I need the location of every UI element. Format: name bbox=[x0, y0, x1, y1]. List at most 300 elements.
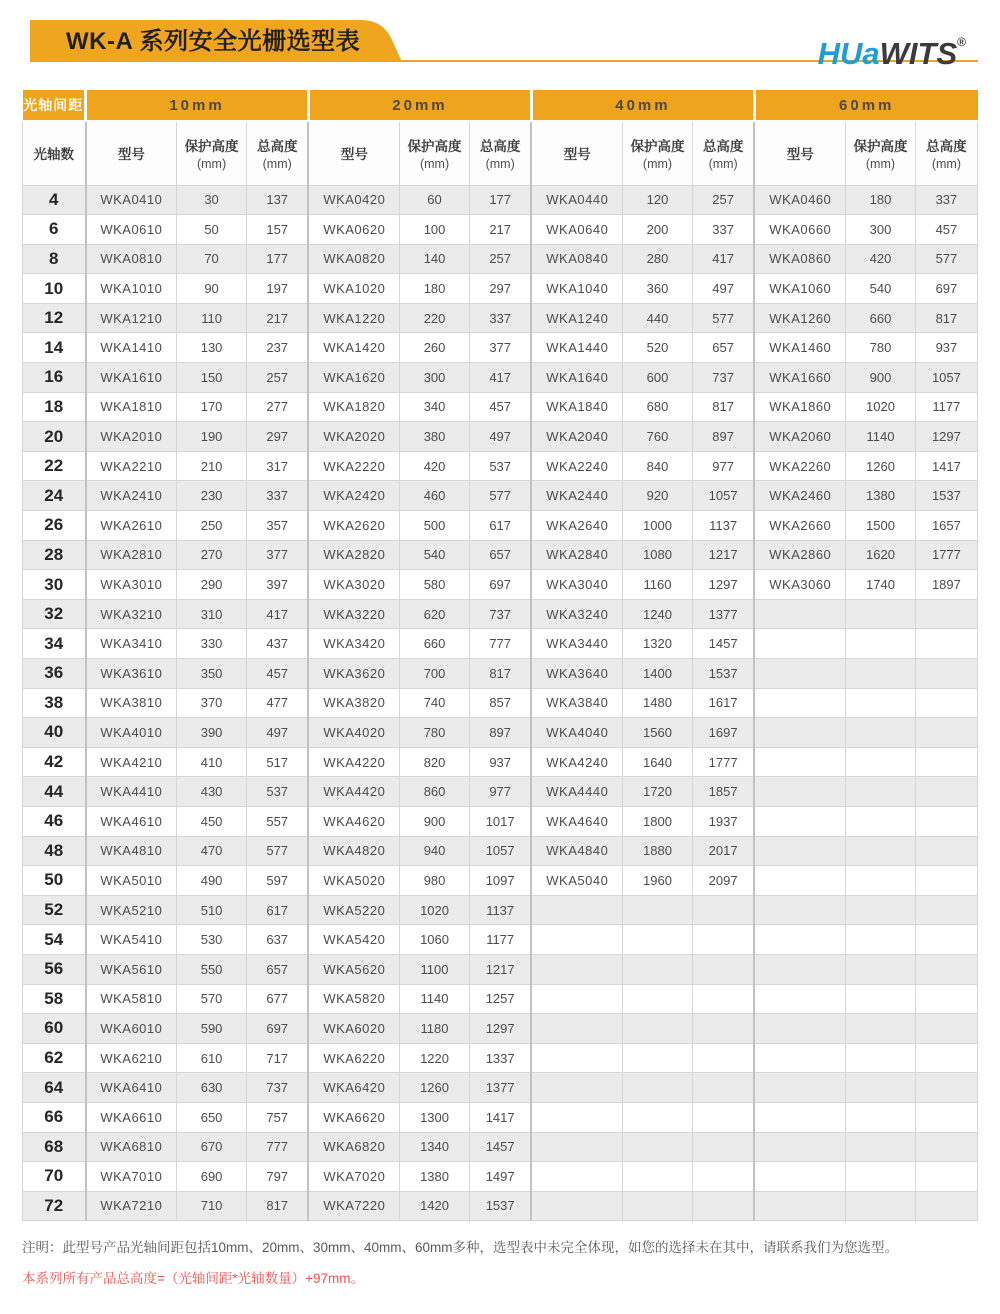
protect-height-cell: 680 bbox=[623, 392, 693, 422]
total-height-cell: 317 bbox=[246, 451, 308, 481]
model-cell bbox=[754, 1191, 845, 1221]
model-cell: WKA4220 bbox=[308, 747, 399, 777]
protect-height-cell: 370 bbox=[177, 688, 247, 718]
axes-count-cell: 64 bbox=[23, 1073, 86, 1103]
protect-height-cell bbox=[623, 895, 693, 925]
table-row bbox=[23, 1043, 978, 1073]
total-height-cell: 337 bbox=[246, 481, 308, 511]
model-cell: WKA5010 bbox=[86, 866, 177, 896]
model-cell: WKA0840 bbox=[531, 244, 622, 274]
model-cell bbox=[754, 1073, 845, 1103]
footnotes bbox=[22, 1238, 978, 1289]
title-banner bbox=[30, 20, 424, 62]
total-height-cell: 2097 bbox=[692, 866, 754, 896]
model-cell: WKA2060 bbox=[754, 422, 845, 452]
total-height-cell: 417 bbox=[692, 244, 754, 274]
total-height-cell bbox=[692, 925, 754, 955]
protect-height-cell: 540 bbox=[846, 274, 916, 304]
total-height-cell: 657 bbox=[246, 954, 308, 984]
total-height-cell: 497 bbox=[692, 274, 754, 304]
total-height-cell: 297 bbox=[469, 274, 531, 304]
total-height-cell: 817 bbox=[692, 392, 754, 422]
table-row bbox=[23, 747, 978, 777]
protect-height-cell: 530 bbox=[177, 925, 247, 955]
total-height-cell: 457 bbox=[246, 659, 308, 689]
total-height-cell bbox=[915, 1132, 977, 1162]
logo-text-dark: WITS bbox=[879, 36, 958, 71]
total-height-cell: 1297 bbox=[915, 422, 977, 452]
protect-height-cell bbox=[623, 1162, 693, 1192]
total-height-cell: 1217 bbox=[692, 540, 754, 570]
model-cell: WKA6420 bbox=[308, 1073, 399, 1103]
model-cell: WKA1620 bbox=[308, 363, 399, 393]
model-cell: WKA1220 bbox=[308, 303, 399, 333]
total-height-cell: 497 bbox=[469, 422, 531, 452]
protect-height-cell: 270 bbox=[177, 540, 247, 570]
total-height-cell: 1217 bbox=[469, 954, 531, 984]
total-height-cell bbox=[915, 925, 977, 955]
model-cell: WKA2420 bbox=[308, 481, 399, 511]
total-height-cell: 717 bbox=[246, 1043, 308, 1073]
protect-height-cell: 390 bbox=[177, 718, 247, 748]
protect-height-cell: 210 bbox=[177, 451, 247, 481]
model-cell bbox=[754, 659, 845, 689]
model-cell: WKA2240 bbox=[531, 451, 622, 481]
total-height-cell: 577 bbox=[469, 481, 531, 511]
protect-height-cell bbox=[846, 1073, 916, 1103]
total-height-cell bbox=[692, 1191, 754, 1221]
protect-height-cell: 920 bbox=[623, 481, 693, 511]
axes-count-cell: 70 bbox=[23, 1162, 86, 1192]
table-row bbox=[23, 274, 978, 304]
protect-height-cell: 490 bbox=[177, 866, 247, 896]
model-cell: WKA5420 bbox=[308, 925, 399, 955]
model-cell: WKA2810 bbox=[86, 540, 177, 570]
protect-height-cell: 1260 bbox=[846, 451, 916, 481]
protect-height-cell: 110 bbox=[177, 303, 247, 333]
total-height-cell: 1297 bbox=[692, 570, 754, 600]
total-height-cell: 657 bbox=[692, 333, 754, 363]
total-height-cell: 1537 bbox=[469, 1191, 531, 1221]
unit-label: (mm) bbox=[931, 157, 961, 172]
total-height-cell: 777 bbox=[469, 629, 531, 659]
total-height-cell bbox=[915, 599, 977, 629]
protect-height-label: 保护高度 bbox=[853, 139, 908, 155]
protect-height-cell bbox=[846, 747, 916, 777]
protect-height-cell bbox=[846, 688, 916, 718]
protect-height-cell bbox=[846, 1043, 916, 1073]
total-height-cell: 1337 bbox=[469, 1043, 531, 1073]
model-cell: WKA1210 bbox=[86, 303, 177, 333]
table-row bbox=[23, 984, 978, 1014]
model-cell: WKA0810 bbox=[86, 244, 177, 274]
model-cell: WKA2260 bbox=[754, 451, 845, 481]
axes-count-cell: 48 bbox=[23, 836, 86, 866]
total-height-cell: 1457 bbox=[692, 629, 754, 659]
table-row bbox=[23, 599, 978, 629]
model-cell: WKA3440 bbox=[531, 629, 622, 659]
protect-height-cell: 1620 bbox=[846, 540, 916, 570]
model-cell: WKA0440 bbox=[531, 185, 622, 215]
protect-height-cell: 700 bbox=[400, 659, 470, 689]
protect-height-cell: 190 bbox=[177, 422, 247, 452]
pitch-header-10mm: 10mm bbox=[86, 90, 309, 121]
model-cell: WKA3640 bbox=[531, 659, 622, 689]
model-cell: WKA0460 bbox=[754, 185, 845, 215]
total-height-cell: 257 bbox=[469, 244, 531, 274]
total-height-cell: 1417 bbox=[915, 451, 977, 481]
protect-height-cell bbox=[623, 1191, 693, 1221]
axes-count-cell: 8 bbox=[23, 244, 86, 274]
total-height-cell bbox=[915, 1014, 977, 1044]
protect-height-cell: 380 bbox=[400, 422, 470, 452]
page-header bbox=[0, 0, 1000, 88]
protect-height-cell: 1480 bbox=[623, 688, 693, 718]
total-height-cell: 557 bbox=[246, 806, 308, 836]
unit-label: (mm) bbox=[865, 157, 896, 172]
total-height-cell: 1057 bbox=[469, 836, 531, 866]
total-height-cell: 817 bbox=[915, 303, 977, 333]
protect-height-cell: 1400 bbox=[623, 659, 693, 689]
protect-height-cell bbox=[846, 1014, 916, 1044]
page-title: WK-A 系列安全光栅选型表 bbox=[66, 28, 361, 55]
table-row bbox=[23, 451, 978, 481]
model-cell: WKA5610 bbox=[86, 954, 177, 984]
model-cell: WKA3040 bbox=[531, 570, 622, 600]
protect-height-label: 保护高度 bbox=[407, 139, 462, 155]
total-height-cell: 1497 bbox=[469, 1162, 531, 1192]
table-row bbox=[23, 659, 978, 689]
protect-height-cell: 140 bbox=[400, 244, 470, 274]
model-cell: WKA3240 bbox=[531, 599, 622, 629]
table-row bbox=[23, 1014, 978, 1044]
total-height-cell: 1177 bbox=[469, 925, 531, 955]
protect-height-cell: 440 bbox=[623, 303, 693, 333]
total-height-cell: 677 bbox=[246, 984, 308, 1014]
axes-count-cell: 72 bbox=[23, 1191, 86, 1221]
model-cell: WKA4020 bbox=[308, 718, 399, 748]
protect-height-cell: 60 bbox=[400, 185, 470, 215]
total-height-cell: 1057 bbox=[915, 363, 977, 393]
model-cell: WKA4410 bbox=[86, 777, 177, 807]
model-cell: WKA1460 bbox=[754, 333, 845, 363]
model-cell: WKA2640 bbox=[531, 511, 622, 541]
protect-height-cell: 180 bbox=[846, 185, 916, 215]
total-height-cell bbox=[915, 629, 977, 659]
protect-height-cell: 1380 bbox=[846, 481, 916, 511]
protect-height-header bbox=[623, 121, 693, 185]
model-cell: WKA4010 bbox=[86, 718, 177, 748]
total-height-cell: 257 bbox=[246, 363, 308, 393]
model-cell bbox=[531, 1073, 622, 1103]
table-row bbox=[23, 1162, 978, 1192]
model-cell bbox=[754, 599, 845, 629]
protect-height-cell: 500 bbox=[400, 511, 470, 541]
model-cell: WKA7210 bbox=[86, 1191, 177, 1221]
protect-height-cell: 780 bbox=[846, 333, 916, 363]
model-cell: WKA0860 bbox=[754, 244, 845, 274]
total-height-cell: 517 bbox=[246, 747, 308, 777]
protect-height-cell bbox=[846, 866, 916, 896]
protect-height-cell bbox=[846, 629, 916, 659]
protect-height-cell: 900 bbox=[400, 806, 470, 836]
total-height-cell: 1657 bbox=[915, 511, 977, 541]
protect-height-cell: 100 bbox=[400, 215, 470, 245]
total-height-cell bbox=[915, 777, 977, 807]
total-height-cell: 1177 bbox=[915, 392, 977, 422]
protect-height-cell bbox=[846, 895, 916, 925]
protect-height-cell: 430 bbox=[177, 777, 247, 807]
model-cell: WKA5410 bbox=[86, 925, 177, 955]
table-row bbox=[23, 866, 978, 896]
axes-count-cell: 20 bbox=[23, 422, 86, 452]
protect-height-cell: 30 bbox=[177, 185, 247, 215]
total-height-cell: 617 bbox=[246, 895, 308, 925]
total-height-cell: 457 bbox=[469, 392, 531, 422]
total-height-label: 总高度 bbox=[256, 139, 298, 155]
model-cell bbox=[531, 954, 622, 984]
model-cell: WKA4620 bbox=[308, 806, 399, 836]
protect-height-cell: 570 bbox=[177, 984, 247, 1014]
total-height-cell: 1417 bbox=[469, 1102, 531, 1132]
protect-height-cell: 200 bbox=[623, 215, 693, 245]
total-height-cell: 817 bbox=[246, 1191, 308, 1221]
total-height-cell bbox=[692, 1014, 754, 1044]
model-header: 型号 bbox=[308, 121, 399, 185]
table-row bbox=[23, 363, 978, 393]
total-height-cell: 1457 bbox=[469, 1132, 531, 1162]
total-height-label: 总高度 bbox=[702, 139, 744, 155]
model-cell: WKA1410 bbox=[86, 333, 177, 363]
total-height-cell: 177 bbox=[469, 185, 531, 215]
protect-height-cell: 90 bbox=[177, 274, 247, 304]
protect-height-cell: 1020 bbox=[846, 392, 916, 422]
model-cell: WKA4240 bbox=[531, 747, 622, 777]
table-row bbox=[23, 954, 978, 984]
table-row bbox=[23, 629, 978, 659]
protect-height-cell bbox=[846, 718, 916, 748]
table-row bbox=[23, 392, 978, 422]
protect-height-cell: 70 bbox=[177, 244, 247, 274]
total-height-cell: 777 bbox=[246, 1132, 308, 1162]
axes-count-cell: 32 bbox=[23, 599, 86, 629]
total-height-cell bbox=[692, 1043, 754, 1073]
total-height-cell: 2017 bbox=[692, 836, 754, 866]
protect-height-cell: 300 bbox=[846, 215, 916, 245]
model-cell: WKA3810 bbox=[86, 688, 177, 718]
model-cell: WKA1440 bbox=[531, 333, 622, 363]
protect-height-cell: 450 bbox=[177, 806, 247, 836]
model-cell bbox=[531, 984, 622, 1014]
protect-height-cell bbox=[846, 1102, 916, 1132]
model-cell: WKA6010 bbox=[86, 1014, 177, 1044]
model-cell: WKA1040 bbox=[531, 274, 622, 304]
protect-height-cell bbox=[623, 1014, 693, 1044]
protect-height-cell: 1320 bbox=[623, 629, 693, 659]
model-cell: WKA4440 bbox=[531, 777, 622, 807]
protect-height-header bbox=[846, 121, 916, 185]
model-cell: WKA7010 bbox=[86, 1162, 177, 1192]
model-cell bbox=[754, 747, 845, 777]
table-row bbox=[23, 1132, 978, 1162]
table-row bbox=[23, 570, 978, 600]
total-height-cell bbox=[915, 836, 977, 866]
protect-height-cell: 1800 bbox=[623, 806, 693, 836]
table-row bbox=[23, 925, 978, 955]
model-cell: WKA2040 bbox=[531, 422, 622, 452]
protect-height-cell: 1100 bbox=[400, 954, 470, 984]
total-height-cell bbox=[915, 984, 977, 1014]
table-row bbox=[23, 718, 978, 748]
model-cell: WKA4820 bbox=[308, 836, 399, 866]
total-height-cell: 357 bbox=[246, 511, 308, 541]
model-cell: WKA4810 bbox=[86, 836, 177, 866]
protect-height-cell bbox=[846, 1191, 916, 1221]
total-height-cell: 1617 bbox=[692, 688, 754, 718]
model-cell: WKA1010 bbox=[86, 274, 177, 304]
model-cell: WKA2860 bbox=[754, 540, 845, 570]
total-height-cell: 1537 bbox=[692, 659, 754, 689]
table-row bbox=[23, 1191, 978, 1221]
axes-count-cell: 30 bbox=[23, 570, 86, 600]
total-height-cell: 1097 bbox=[469, 866, 531, 896]
total-height-label: 总高度 bbox=[926, 139, 967, 155]
total-height-cell: 637 bbox=[246, 925, 308, 955]
axes-count-cell: 66 bbox=[23, 1102, 86, 1132]
table-row bbox=[23, 481, 978, 511]
model-cell: WKA2820 bbox=[308, 540, 399, 570]
protect-height-cell: 590 bbox=[177, 1014, 247, 1044]
protect-height-cell bbox=[846, 984, 916, 1014]
axes-count-cell: 58 bbox=[23, 984, 86, 1014]
protect-height-cell: 660 bbox=[400, 629, 470, 659]
total-height-cell: 737 bbox=[246, 1073, 308, 1103]
pitch-header-60mm: 60mm bbox=[754, 90, 977, 121]
total-height-header bbox=[246, 121, 308, 185]
protect-height-header bbox=[400, 121, 470, 185]
unit-label: (mm) bbox=[485, 157, 515, 172]
total-height-cell: 577 bbox=[915, 244, 977, 274]
model-cell: WKA2610 bbox=[86, 511, 177, 541]
total-height-cell bbox=[692, 1162, 754, 1192]
model-cell bbox=[531, 1043, 622, 1073]
protect-height-cell: 1300 bbox=[400, 1102, 470, 1132]
total-height-cell: 237 bbox=[246, 333, 308, 363]
protect-height-cell: 550 bbox=[177, 954, 247, 984]
protect-height-cell: 290 bbox=[177, 570, 247, 600]
total-height-cell: 977 bbox=[469, 777, 531, 807]
total-height-cell: 697 bbox=[915, 274, 977, 304]
model-cell: WKA3620 bbox=[308, 659, 399, 689]
model-cell: WKA3020 bbox=[308, 570, 399, 600]
total-height-cell: 1137 bbox=[692, 511, 754, 541]
protect-height-cell: 1560 bbox=[623, 718, 693, 748]
protect-height-cell: 540 bbox=[400, 540, 470, 570]
total-height-cell bbox=[692, 984, 754, 1014]
total-height-cell: 577 bbox=[692, 303, 754, 333]
axes-count-cell: 36 bbox=[23, 659, 86, 689]
axes-count-cell: 34 bbox=[23, 629, 86, 659]
protect-height-cell: 1140 bbox=[400, 984, 470, 1014]
axes-count-cell: 14 bbox=[23, 333, 86, 363]
total-height-cell bbox=[915, 895, 977, 925]
model-cell: WKA3820 bbox=[308, 688, 399, 718]
model-cell bbox=[754, 718, 845, 748]
note-formula: 本系列所有产品总高度=（光轴间距*光轴数量）+97mm。 bbox=[22, 1271, 365, 1286]
model-cell: WKA0640 bbox=[531, 215, 622, 245]
total-height-cell: 597 bbox=[246, 866, 308, 896]
protect-height-cell: 1500 bbox=[846, 511, 916, 541]
pitch-header-20mm: 20mm bbox=[308, 90, 531, 121]
total-height-cell: 337 bbox=[915, 185, 977, 215]
model-cell: WKA6820 bbox=[308, 1132, 399, 1162]
unit-label: (mm) bbox=[642, 157, 673, 172]
table-row bbox=[23, 185, 978, 215]
axes-count-cell: 4 bbox=[23, 185, 86, 215]
model-cell bbox=[754, 866, 845, 896]
pitch-row-corner-label: 光轴间距 bbox=[23, 90, 86, 121]
model-cell: WKA5810 bbox=[86, 984, 177, 1014]
total-height-cell: 457 bbox=[915, 215, 977, 245]
total-height-label: 总高度 bbox=[479, 139, 521, 155]
table-body bbox=[23, 185, 978, 1221]
protect-height-cell: 1220 bbox=[400, 1043, 470, 1073]
model-cell bbox=[754, 984, 845, 1014]
model-cell: WKA5220 bbox=[308, 895, 399, 925]
model-cell: WKA6810 bbox=[86, 1132, 177, 1162]
axes-count-cell: 24 bbox=[23, 481, 86, 511]
total-height-cell bbox=[692, 895, 754, 925]
model-cell: WKA3840 bbox=[531, 688, 622, 718]
model-cell: WKA0660 bbox=[754, 215, 845, 245]
total-height-cell: 377 bbox=[469, 333, 531, 363]
protect-height-cell: 1060 bbox=[400, 925, 470, 955]
protect-height-cell: 310 bbox=[177, 599, 247, 629]
model-cell bbox=[531, 1162, 622, 1192]
total-height-cell: 417 bbox=[469, 363, 531, 393]
model-cell bbox=[754, 1043, 845, 1073]
protect-height-cell bbox=[846, 836, 916, 866]
model-cell: WKA5040 bbox=[531, 866, 622, 896]
total-height-cell bbox=[915, 659, 977, 689]
protect-height-cell: 330 bbox=[177, 629, 247, 659]
protect-height-cell: 1020 bbox=[400, 895, 470, 925]
total-height-cell bbox=[915, 718, 977, 748]
unit-label: (mm) bbox=[196, 157, 227, 172]
model-cell bbox=[754, 1102, 845, 1132]
total-height-cell: 417 bbox=[246, 599, 308, 629]
protect-height-cell: 1140 bbox=[846, 422, 916, 452]
total-height-cell: 1297 bbox=[469, 1014, 531, 1044]
model-cell: WKA3010 bbox=[86, 570, 177, 600]
protect-height-cell: 360 bbox=[623, 274, 693, 304]
model-cell: WKA2620 bbox=[308, 511, 399, 541]
total-height-cell: 1857 bbox=[692, 777, 754, 807]
model-header: 型号 bbox=[531, 121, 622, 185]
model-cell: WKA5020 bbox=[308, 866, 399, 896]
total-height-cell: 377 bbox=[246, 540, 308, 570]
total-height-cell: 197 bbox=[246, 274, 308, 304]
protect-height-cell: 980 bbox=[400, 866, 470, 896]
total-height-cell bbox=[915, 688, 977, 718]
total-height-cell: 937 bbox=[469, 747, 531, 777]
protect-height-cell: 120 bbox=[623, 185, 693, 215]
protect-height-cell: 610 bbox=[177, 1043, 247, 1073]
protect-height-cell: 1260 bbox=[400, 1073, 470, 1103]
model-cell bbox=[531, 1102, 622, 1132]
axes-count-cell: 44 bbox=[23, 777, 86, 807]
axes-count-cell: 22 bbox=[23, 451, 86, 481]
